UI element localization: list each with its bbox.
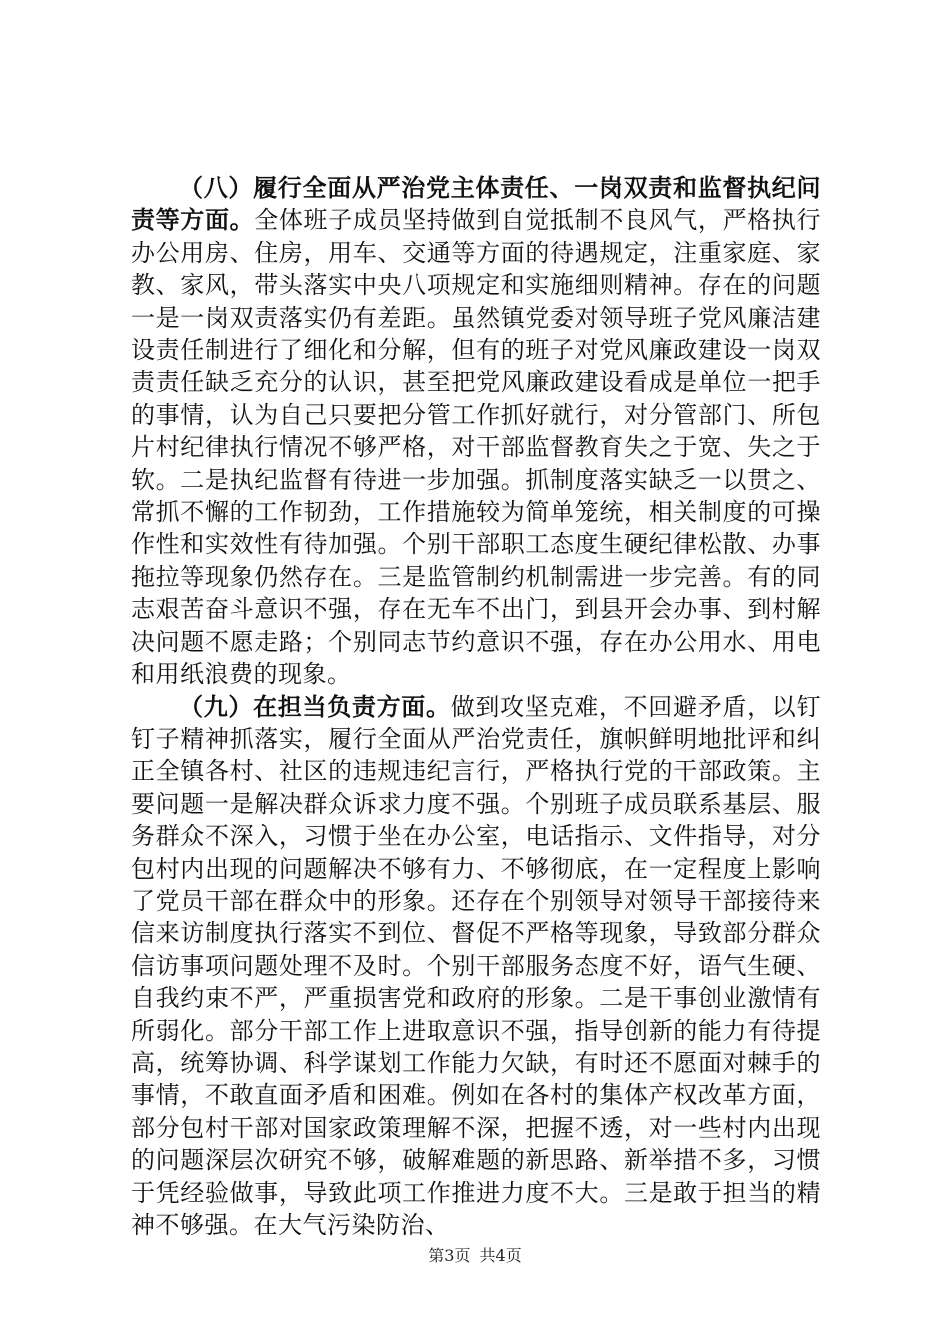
paragraph-9-body: 做到攻坚克难，不回避矛盾，以钉钉子精神抓落实，履行全面从严治党责任，旗帜鲜明地批评和纠正全镇各村、社区的违规违纪言行，严格执行党的干部政策。主要问题一是解决群众诉求力度不强。个别班子成员联系基层、服务群众不深入，习惯于坐在办公室，电话指示、文件指导，对分包村内出现的问题解决不够有力、不够彻底，在一定程度上影响了党员干部在群众中的形象。还存在个别领导对领导干部接待来信来访制度执行落实不到位、督促不严格等现象，导致部分群众信访事项问题处理不及时。个别干部服务态度不好，语气生硬、自我约束不严，严重损害党和政府的形象。二是干事创业激情有所弱化。部分干部工作上进取意识不强，指导创新的能力有待提高，统筹协调、科学谋划工作能力欠缺，有时还不愿面对棘手的事情，不敢直面矛盾和困难。例如在各村的集体产权改革方面，部分包村干部对国家政策理解不深，把握不透，对一些村内出现的问题深层次研究不够，破解难题的新思路、新举措不多，习惯于凭经验做事，导致此项工作推进力度不大。三是敢于担当的精神不够强。在大气污染防治、 bbox=[131, 692, 822, 1239]
paragraph-9-heading: （九）在担当负责方面。 bbox=[179, 691, 451, 721]
paragraph-8-body: 全体班子成员坚持做到自觉抵制不良风气，严格执行办公用房、住房，用车、交通等方面的待遇规定，注重家庭、家教、家风，带头落实中央八项规定和实施细则精神。存在的问题一是一岗双责落实仍有差距。虽然镇党委对领导班子党风廉洁建设责任制进行了细化和分解，但有的班子对党风廉政建设一岗双责责任缺乏充分的认识，甚至把党风廉政建设看成是单位一把手的事情，认为自己只要把分管工作抓好就行，对分管部门、所包片村纪律执行情况不够严格，对干部监督教育失之于宽、失之于软。二是执纪监督有待进一步加强。抓制度落实缺乏一以贯之、常抓不懈的工作韧劲，工作措施较为简单笼统，相关制度的可操作性和实效性有待加强。个别干部职工态度生硬纪律松散、办事拖拉等现象仍然存在。三是监管制约机制需进一步完善。有的同志艰苦奋斗意识不强，存在无车不出门，到县开会办事、到村解决问题不愿走路；个别同志节约意识不强，存在办公用水、用电和用纸浪费的现象。 bbox=[131, 206, 822, 689]
document-body bbox=[131, 172, 821, 1241]
paragraph-8-heading: （八）履行全面从严治党主体责任、一岗双责和监督执纪问责等方面。 bbox=[131, 173, 821, 235]
paragraph-9 bbox=[131, 691, 821, 1242]
page-number: 第3页 bbox=[428, 1246, 471, 1265]
page-total: 共4页 bbox=[479, 1246, 522, 1265]
page-footer bbox=[0, 1243, 950, 1266]
paragraph-8 bbox=[131, 172, 821, 691]
